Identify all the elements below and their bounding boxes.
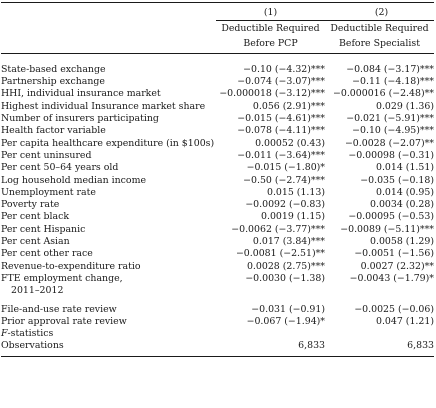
table-row	[1, 162, 434, 174]
table-row	[1, 248, 434, 260]
row-value-col1: 6,833	[298, 340, 325, 352]
table-row	[1, 224, 434, 236]
table-row	[1, 187, 434, 199]
row-value-col1: −0.10 (−4.32)***	[243, 63, 325, 75]
column-1-number: (1)	[216, 6, 325, 21]
row-value-col2: −0.035 (−0.18)	[360, 174, 434, 186]
row-value-col1: 0.0028 (2.75)***	[246, 260, 325, 272]
row-label-continuation: 2011–2012	[11, 285, 64, 297]
row-label: Number of insurers participating	[1, 113, 159, 125]
table-row	[1, 101, 434, 113]
row-value-col1	[216, 285, 325, 297]
row-label: Per cent uninsured	[1, 149, 92, 161]
table-row	[1, 64, 434, 76]
column-number-row	[1, 6, 434, 21]
row-value-col1: 0.00052 (0.43)	[255, 137, 325, 149]
row-value-col1: 0.056 (2.91)***	[252, 100, 325, 112]
row-value-col1: 0.0019 (1.15)	[261, 211, 325, 223]
row-value-col2: 0.014 (0.95)	[375, 186, 434, 198]
table-row	[1, 150, 434, 162]
row-value-col2: −0.000016 (−2.48)**	[333, 88, 434, 100]
row-value-col2: −0.021 (−5.91)***	[346, 113, 434, 125]
column-1-title-line1: Deductible Required	[221, 23, 320, 35]
table-row	[1, 261, 434, 273]
table-row	[1, 328, 434, 340]
row-value-col2: −0.0051 (−1.56)	[354, 248, 434, 260]
table-row	[1, 113, 434, 125]
row-label: Per cent Asian	[1, 236, 70, 248]
f-statistics-suffix: -statistics	[7, 328, 54, 340]
f-symbol: F	[1, 328, 8, 340]
row-label: Observations	[1, 340, 64, 352]
row-value-col1: 0.015 (1.13)	[266, 186, 325, 198]
row-value-col1	[216, 328, 325, 340]
row-value-col1: −0.067 (−1.94)*	[246, 315, 325, 327]
table-row	[1, 236, 434, 248]
row-value-col2: −0.0028 (−2.07)**	[344, 137, 434, 149]
row-label: Log household median income	[1, 174, 147, 186]
row-value-col2	[325, 328, 434, 340]
row-value-col1: −0.015 (−1.80)*	[246, 162, 325, 174]
row-value-col2: −0.11 (−4.18)***	[352, 76, 434, 88]
row-value-col2: 0.047 (1.21)	[375, 315, 434, 327]
row-value-col2: 0.014 (1.51)	[375, 162, 434, 174]
row-label: State-based exchange	[1, 63, 106, 75]
table-row	[1, 340, 434, 352]
row-value-col2: 0.0058 (1.29)	[370, 236, 434, 248]
table-row	[1, 285, 434, 297]
row-label: Per cent 50–64 years old	[1, 162, 119, 174]
row-value-col2: −0.0089 (−5.11)***	[340, 223, 434, 235]
row-value-col2: −0.00095 (−0.53)	[348, 211, 434, 223]
row-value-col2: 6,833	[407, 340, 434, 352]
table-row	[1, 138, 434, 150]
table-row	[1, 199, 434, 211]
table-row	[1, 88, 434, 100]
column-2-number: (2)	[325, 6, 434, 21]
row-label: File-and-use rate review	[1, 303, 117, 315]
row-value-col1: −0.078 (−4.11)***	[237, 125, 325, 137]
row-label: HHI, individual insurance market	[1, 88, 161, 100]
row-value-col2: 0.0034 (0.28)	[370, 199, 434, 211]
row-value-col1: 0.017 (3.84)***	[252, 236, 325, 248]
column-2-title-line2: Before Specialist	[339, 37, 420, 49]
row-label-f-statistics	[1, 328, 216, 340]
row-value-col1: −0.0030 (−1.38)	[245, 272, 325, 284]
table-row	[1, 211, 434, 223]
column-title-row-1	[1, 21, 434, 36]
row-label: FTE employment change,	[1, 272, 123, 284]
row-label: Per capita healthcare expenditure (in $100s)	[1, 137, 215, 149]
row-label: Per cent other race	[1, 248, 93, 260]
row-value-col1: −0.0062 (−3.77)***	[231, 223, 325, 235]
row-value-col2: 0.029 (1.36)	[375, 100, 434, 112]
row-value-col2: −0.00098 (−0.31)	[348, 149, 434, 161]
row-value-col1: −0.50 (−2.74)***	[243, 174, 325, 186]
bottom-rule	[1, 353, 434, 357]
column-title-row-2	[1, 36, 434, 54]
row-value-col2: 0.0027 (2.32)**	[360, 260, 434, 272]
column-1-title-line2: Before PCP	[243, 37, 298, 49]
table-row	[1, 304, 434, 316]
row-label: Poverty rate	[1, 199, 60, 211]
row-value-col1: −0.0092 (−0.83)	[245, 199, 325, 211]
table-row	[1, 175, 434, 187]
table-row	[1, 125, 434, 137]
row-value-col2: −0.0025 (−0.06)	[354, 303, 434, 315]
table-body	[1, 58, 434, 356]
table-row	[1, 76, 434, 88]
row-value-col1: −0.031 (−0.91)	[251, 303, 325, 315]
row-value-col2: −0.10 (−4.95)***	[352, 125, 434, 137]
table-row	[1, 316, 434, 328]
table-row	[1, 273, 434, 285]
row-value-col1: −0.015 (−4.61)***	[237, 113, 325, 125]
row-value-col2	[325, 285, 434, 297]
row-value-col1: −0.011 (−3.64)***	[237, 149, 325, 161]
row-label: Partnership exchange	[1, 76, 105, 88]
row-value-col1: −0.0081 (−2.51)**	[235, 248, 325, 260]
row-value-col2: −0.084 (−3.17)***	[346, 63, 434, 75]
row-label: Prior approval rate review	[1, 315, 127, 327]
row-value-col1: −0.074 (−3.07)***	[237, 76, 325, 88]
row-value-col1: −0.000018 (−3.12)***	[219, 88, 325, 100]
row-label: Per cent black	[1, 211, 70, 223]
row-label: Revenue-to-expenditure ratio	[1, 260, 141, 272]
regression-table	[1, 2, 434, 357]
row-label: Unemployment rate	[1, 186, 96, 198]
row-value-col2: −0.0043 (−1.79)*	[349, 272, 434, 284]
row-label: Health factor variable	[1, 125, 106, 137]
column-2-title-line1: Deductible Required	[330, 23, 429, 35]
row-label: Per cent Hispanic	[1, 223, 86, 235]
row-label: Highest individual Insurance market share	[1, 100, 206, 112]
